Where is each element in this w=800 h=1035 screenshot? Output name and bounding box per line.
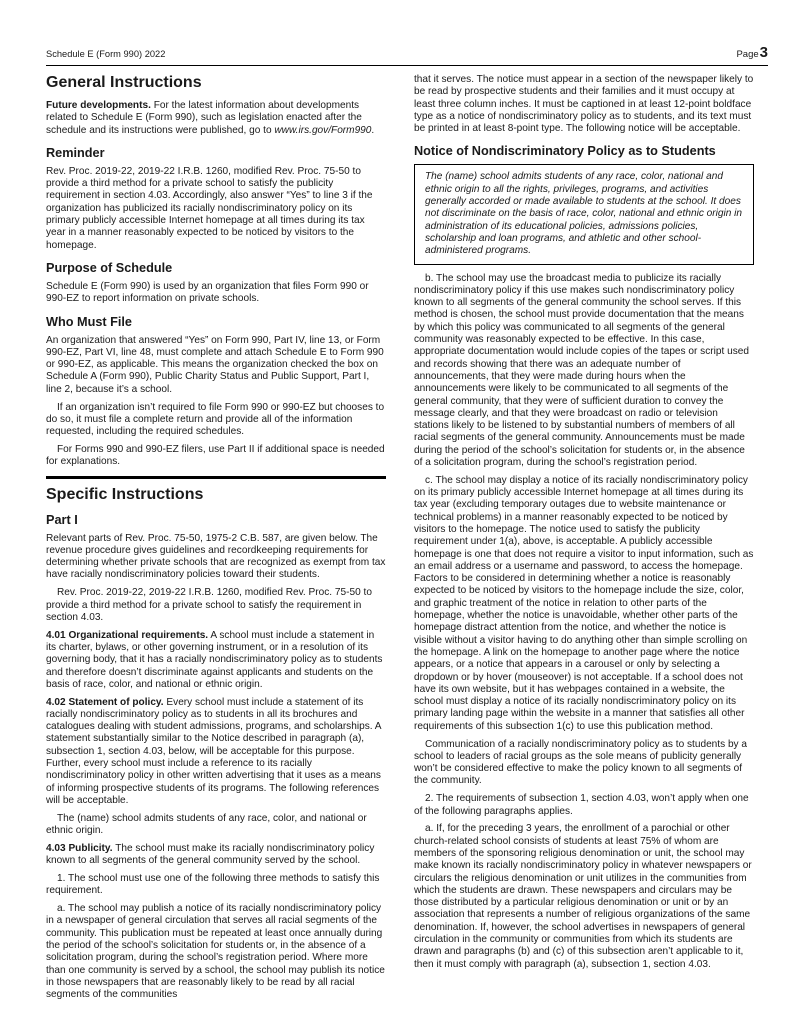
- who-must-file-paragraph-2: If an organization isn’t required to file Form 990 or 990-EZ but chooses to do so, it must file a complete return and provide all of the information requested, including the required schedules.: [46, 401, 385, 438]
- notice-heading: Notice of Nondiscriminatory Policy as to Students: [414, 144, 716, 159]
- page-word: Page: [736, 49, 759, 60]
- part-i-paragraph-2: Rev. Proc. 2019-22, 2019-22 I.R.B. 1260, modified Rev. Proc. 75-50 to provide a third method for a private school to satisfy the requirement in section 4.03.: [46, 587, 372, 623]
- communication-paragraph: Communication of a racially nondiscriminatory policy as to students by a school to leaders of racial groups as the sole means of publicity generally won’t be considered effective to make the policy known to all segments of the community.: [414, 738, 748, 787]
- section-4-03-item-a: a. The school may publish a notice of its racially nondiscriminatory policy in a newspaper of general circulation that serves all racial segments of the community. This publication must be repeated at least once annually during the period of the school’s solicitation for students or, in the absence of a solicitation program, during the school’s registration period. Where more than one community is served by a school, the school may publish its notice in those newspapers that are reasonably likely to be read by all racial segments of the communities: [46, 903, 385, 1001]
- header-rule: [46, 65, 768, 66]
- purpose-paragraph: Schedule E (Form 990) is used by an organization that files Form 990 or 990-EZ to report information on private schools.: [46, 280, 369, 305]
- who-must-file-paragraph-1: An organization that answered “Yes” on Form 990, Part IV, line 13, or Form 990-EZ, Part VI, line 48, must complete and attach Schedule E to Form 990 or 990-EZ, as applicable. This means the organization checked the box on Schedule A (Form 990), Public Charity Status and Public Support, Part I, line 2, because it’s a school.: [46, 334, 384, 395]
- purpose-heading: Purpose of Schedule: [46, 260, 173, 275]
- item-c-paragraph: c. The school may display a notice of its racially nondiscriminatory policy on its primary publicly accessible Internet homepage at all times during its tax year (excluding temporary outages due to website maintenance or technical problems) in a manner reasonably expected to be noticed by visitors to the homepage. The notice used to satisfy the publicity requirement under 1(a), above, is acceptable. A publicly accessible homepage is one that does not require a visitor to input information, such as an email address or a username and password, to access the homepage. Factors to be considered in determining whether a notice is reasonably expected to be noticed by visitors to the homepage include the size, color, and graphic treatment of the notice in relation to other parts of the homepage, whether the notice is unavoidable, whether other parts of the homepage distract attention from the notice, and whether the notice is visible without a visitor having to do anything other than simple scrolling on the homepage. A link on the homepage to another page where the notice appears, or a notice that appears in a carousel or only by selecting a dropdown or by hover (mouseover) is not acceptable. If a school does not have its own website, but it has webpages contained in a website, the school must display a notice of its racially nondiscriminatory policy on its primary landing page within the website in a manner that satisfies all other requirements of this subsection 1(c) to use this publication method.: [414, 474, 754, 732]
- who-must-file-paragraph-3: For Forms 990 and 990-EZ filers, use Part II if additional space is needed for explanations.: [46, 443, 385, 468]
- item-2a-paragraph: a. If, for the preceding 3 years, the enrollment of a parochial or other church-related school consists of students at least 75% of whom are members of the sponsoring religious denomination or unit, the school may make known its racially nondiscriminatory policy in whatever newspapers or circulars the religious denomination or unit utilizes in the communities from which the students are drawn. These newspapers and circulars may be those distributed by a particular religious denomination or unit or by an association that represents a number of religious organizations of the same denomination. If, however, the school advertises in newspapers of general circulation in the community or communities from which its students are drawn and paragraphs (b) and (c) of this subsection aren’t applicable to it, then it must comply with paragraph (a), subsection 1, section 4.03.: [414, 823, 752, 970]
- section-4-01-text: A school must include a statement in its charter, bylaws, or other governing instrument, or in a resolution of its governing body, that it has a racially nondiscriminatory policy as to students and therefore doesn’t discriminate against applicants and students on the basis of race, color, and national or ethnic origin.: [46, 629, 383, 690]
- item-2-paragraph: 2. The requirements of subsection 1, section 4.03, won’t apply when one of the following paragraphs applies.: [414, 793, 749, 817]
- item-b-paragraph: b. The school may use the broadcast media to publicize its racially nondiscriminatory policy if this use makes such nondiscriminatory policy known to all segments of the general community the school serves. If this method is chosen, the school must provide documentation that the means by which this policy was communicated to all segments of the general community was reasonably expected to be effective. In this case, appropriate documentation would include copies of the tapes or script used and records showing that there was an adequate number of announcements, that they were made during hours when the announcements were likely to be communicated to all segments of the general community, that they were of sufficient duration to convey the message clearly, and that they were broadcast on radio or television stations likely to be listened to by substantial numbers of members of all racial segments of the general community. Announcements must be made during the period of the school’s solicitation for students or, in the absence of a solicitation program, during the school’s registration period.: [414, 272, 749, 469]
- section-4-01-paragraph: [46, 630, 386, 691]
- page-header: [46, 44, 768, 66]
- section-4-03-item-1: 1. The school must use one of the following three methods to satisfy this requirement.: [46, 872, 380, 897]
- page-number: 3: [759, 44, 768, 61]
- notice-box: [414, 164, 754, 264]
- section-4-02-paragraph: [46, 697, 386, 808]
- section-4-02-reference: The (name) school admits students of any race, color, and national or ethnic origin.: [46, 812, 367, 837]
- section-4-03-text: The school must make its racially nondiscriminatory policy known to all segments of the general community served by the school.: [46, 842, 375, 867]
- reminder-heading: Reminder: [46, 145, 105, 160]
- section-4-02-text: Every school must include a statement of its racially nondiscriminatory policy as to students in all its brochures and catalogues dealing with student admissions, programs, and scholarships. A statement substantially similar to the Notice described in paragraph (a), subsection 1, section 4.03, below, will be acceptable for this purpose. Further, every school must include a reference to its racially nondiscriminatory policy in other written advertising that it uses as a means of informing prospective students of its programs. The following references will be acceptable.: [46, 696, 381, 806]
- notice-text: The (name) school admits students of any race, color, national and ethnic origin to all the rights, privileges, programs, and activities generally accorded or made available to students at the school. It does not discriminate on the basis of race, color, national and ethnic origin in administration of its educational policies, admissions policies, scholarship and loan programs, and athletic and other school-administered programs.: [425, 171, 743, 257]
- who-must-file-heading: Who Must File: [46, 314, 132, 329]
- part-i-heading: Part I: [46, 512, 78, 527]
- specific-instructions-heading: Specific Instructions: [46, 485, 204, 503]
- continued-paragraph: that it serves. The notice must appear in a section of the newspaper likely to be read by prospective students and their families and it must occupy at least three column inches. It must be captioned in at least 12-point boldface type as a notice of nondiscriminatory policy as to students, and its text must be printed in at least 8-point type. The following notice will be acceptable.: [414, 74, 754, 135]
- future-developments-end: .: [371, 124, 375, 136]
- future-developments-text: For the latest information about developments related to Schedule E (Form 990), such as legislation enacted after the schedule and its instructions were published, go to: [46, 100, 362, 136]
- section-4-02-lead: 4.02 Statement of policy.: [46, 696, 164, 708]
- irs-form990-link[interactable]: www.irs.gov/Form990: [274, 124, 372, 136]
- page-number-label: [736, 44, 768, 61]
- future-developments-lead: Future developments.: [46, 100, 151, 111]
- left-column: [46, 71, 386, 1007]
- section-4-03-paragraph: [46, 843, 386, 868]
- section-4-01-lead: 4.01 Organizational requirements.: [46, 629, 209, 641]
- section-divider: [46, 476, 386, 479]
- general-instructions-heading: General Instructions: [46, 74, 202, 91]
- part-i-paragraph-1: Relevant parts of Rev. Proc. 75-50, 1975-2 C.B. 587, are given below. The revenue procedure gives guidelines and recordkeeping requirements for determining whether private schools that are recognized as exempt from tax have racially nondiscriminatory policies toward their students.: [46, 532, 386, 581]
- section-4-03-lead: 4.03 Publicity.: [46, 842, 113, 854]
- reminder-paragraph: Rev. Proc. 2019-22, 2019-22 I.R.B. 1260, modified Rev. Proc. 75-50 to provide a third method for a private school to satisfy the publicity requirement in section 4.03. Accordingly, also answer “Yes” to line 3 if the organization has publicized its racially nondiscriminatory policy on its primary publicly accessible Internet homepage at all times during its tax year in a manner reasonably expected to be noticed by visitors to the homepage.: [46, 165, 373, 251]
- right-column: [414, 74, 754, 976]
- future-developments-paragraph: [46, 100, 386, 137]
- form-identifier: Schedule E (Form 990) 2022: [46, 49, 166, 59]
